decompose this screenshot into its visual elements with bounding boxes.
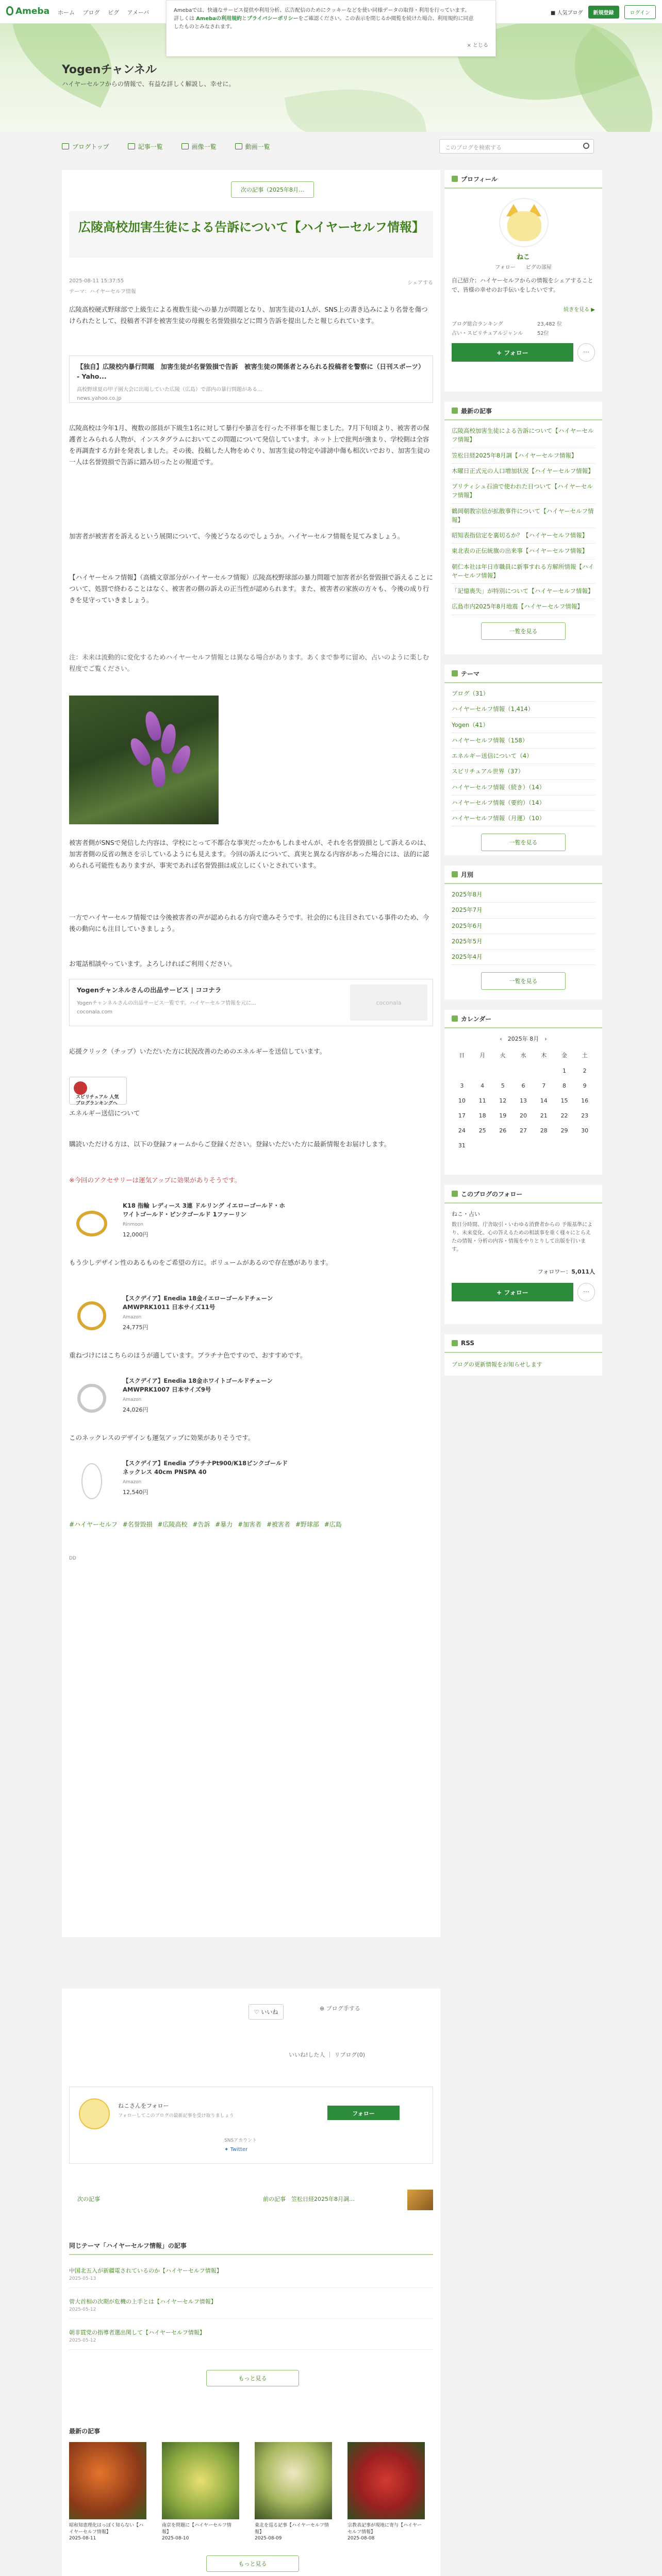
recent-entry-caption [162,2522,239,2542]
recent-caption-date: 2025-08-11 [69,2536,96,2541]
prev-entry-button[interactable]: 次の記事（2025年8月… [231,181,314,198]
profile-tabs[interactable]: フォロー ピグの部屋 [495,265,552,270]
follow-card-desc: フォローしてこのブログの最新記事を受け取りましょう [118,2113,234,2119]
product-title: K18 指輪 レディース 3連 ドルリング イエローゴールド・ホワイトゴールド・ピンクゴールド 1ファーリン [123,1202,286,1218]
recent-caption-text: 東北を巡る記事【ハイヤーセルフ情報】 [255,2523,329,2535]
nav-label: 記事一覧 [138,143,163,150]
cat-face-icon [507,211,541,241]
related-entry[interactable] [69,2262,433,2288]
latest-entries-list [444,420,602,615]
cal-cell: 月 [479,1052,486,1059]
popular-blog-link[interactable]: ■ 人気ブログ [550,10,583,16]
article-paragraph: 一方でハイヤーセルフ情報では今後被害者の声が認められる方向で進みそうです。社会的にも注目されている事件のため、今後の動向にも注目していきましょう。 [69,913,429,933]
month-item[interactable]: 2025年5月 [452,934,595,950]
article-paragraph: 【ハイヤーセルフ情報】（高橋文章部分がハイヤーセルフ情報）広陵高校野球部の暴力問題で加害者が名誉毀損で訴えることについて、処罰で終わることはなく、被害者の側の訴えの正当性が認められます。また、被害者の家族の方々も、今後の成り行きを見守っていきましょう。 [69,573,433,604]
cal-cell[interactable]: 17 [458,1112,466,1119]
prev-entry-thumb[interactable] [407,2190,433,2210]
genre-rank: 52位 [537,331,549,336]
article-paragraph: 広陵高校は今年1月、複数の部員が下級生1名に対して暴行や暴言を行った不祥事を報じました。7月下旬頃より、被害者の保護者とみられる人物が、インスタグラムにおいてこの問題について発信しています。ネット上で批判が強まり、学校側は全容を再調査する方針を発表しました。その後、投稿した人物をめぐり、加害生徒の特定や誹謗中傷も相次いでおり、加害生徒の一人は名誉毀損で告訴に踏み切ったとの報道です。 [69,424,431,466]
follow-box-title [444,1185,602,1204]
recent-more-button[interactable]: もっと見る [206,2555,299,2572]
product-title: 【スクデイア】Enedia 18金イエローゴールドチェーン AMWPRK1011 日本サイズ11号 [123,1295,273,1311]
prev-label: 前の記事 [263,2196,286,2202]
calendar-month [444,1035,602,1043]
profile-more-link[interactable]: 続きを見る ▶ [564,307,595,313]
twitter-label: Twitter [230,2147,248,2153]
product-title: 【スクデイア】Enedia 18金ホワイトゴールドチェーン AMWPRK1007 日本サイズ9号 [123,1377,273,1394]
section-marker-icon [452,176,458,182]
nav-blog-top[interactable] [62,142,109,151]
related-more-button[interactable]: もっと見る [206,2370,299,2386]
nav-image-list[interactable] [181,142,217,151]
top-nav-blog[interactable]: ブログ [82,9,100,16]
article-paragraph: 広陵高校硬式野球部で上級生による複数生徒への暴力が問題となり、加害生徒の1人が、SNS上の書き込みにより名誉を傷つけられたとして、投稿者不詳を被害生徒の母親を名誉毀損などに問う告訴を提出したと報じられています。 [69,306,428,325]
article-paragraph: お電話相談やっています。よろしければご利用ください。 [69,960,237,968]
cal-cell[interactable]: 28 [540,1127,548,1134]
cal-cell[interactable] [574,1142,595,1149]
article-paragraph: もう少しデザイン性のあるものをご希望の方に。ボリュームがあるので存在感があります。 [69,1259,333,1266]
blog-search-input[interactable] [439,139,594,154]
blog-title[interactable]: Yogenチャンネル [62,63,157,76]
share-link[interactable]: シェアする [407,280,433,286]
top-nav [58,8,155,16]
section-title-text: 最新の記事 [461,407,492,415]
latest-entry[interactable]: 木曜日正式元の人口増加状況【ハイヤーセルフ情報】 [452,464,595,479]
top-right-actions [551,5,656,19]
product-item[interactable] [69,1288,433,1345]
calendar-row [452,1082,595,1089]
follow-card [69,2087,433,2164]
sns-label: SNSアカウント [224,2138,257,2143]
monthly-more-button[interactable]: 一覧を見る [481,972,566,990]
related-entry-title: 中国北五入が新疆電されているのか【ハイヤーセルフ情報】 [69,2267,222,2274]
latest-entry[interactable]: 「記憶喪失」が特別について【ハイヤーセルフ情報】 [452,584,595,599]
latest-entry[interactable]: 広島市内2025年8月地震【ハイヤーセルフ情報】 [452,599,595,615]
ranking-banner[interactable] [69,1077,127,1105]
cal-cell[interactable]: 12 [499,1097,507,1104]
article-paragraph: 被害者側がSNSで発信した内容は、学校にとって不都合な事実だったかもしれませんが、それを名誉毀損として訴えるのは、加害者側の反省の無さを示しているようにも見えます。今回の訴えについて、真実と異なる内容があった場合には、法的に認められる可能性もありますが、事実であれば名誉毀損は成立しにくいとされています。 [69,839,430,869]
article-note: 注：未来は流動的に変化するためハイヤーセルフ情報とは異なる場合があります。あくまで参考に留め、占いのように楽しむ程度でご覧ください。 [69,653,429,672]
ameba-logo-icon [6,6,13,15]
prev-entry-link[interactable] [263,2195,355,2203]
follow-button[interactable]: + フォロー [452,1283,573,1301]
theme-title [444,665,602,683]
blog-share[interactable] [320,2004,360,2012]
recent-entry-caption [69,2522,146,2542]
theme-item[interactable]: エネルギー送信について（4） [452,749,595,764]
energy-link[interactable]: エネルギー送信について [69,1109,140,1117]
video-list-icon [235,143,242,149]
article-paragraph: 購読いただける方は、以下の登録フォームからご登録ください。登録いただいた方に最新情報をお届けします。 [69,1140,391,1148]
related-entry[interactable] [69,2324,433,2350]
section-marker-icon [452,871,458,877]
search-icon[interactable] [583,143,589,149]
product-shop: Amazon [123,1480,142,1485]
article-paragraph: 重ねづけにはこちらのほうが適しています。プラチナ色ですので、おすすめです。 [69,1351,307,1359]
cal-cell[interactable] [452,1067,472,1074]
blog-top-icon [62,143,69,149]
cal-cell[interactable] [534,1142,554,1149]
article-theme[interactable]: テーマ：ハイヤーセルフ情報 [69,289,136,295]
ring-icon [77,1301,106,1330]
follow-button[interactable]: + フォロー [452,343,573,362]
like-label: いいね [261,2009,278,2015]
link-card-coconala[interactable] [69,979,433,1026]
reblog-info[interactable]: いいね!した人 ｜ リブログ(0) [289,2052,365,2058]
cal-cell: 金 [561,1052,567,1059]
nav-label: 動画一覧 [245,143,270,150]
product-image [69,1293,115,1340]
necklace-icon [81,1463,102,1499]
ring-icon [77,1384,106,1413]
notice-close-button[interactable]: × とじる [467,43,488,48]
product-image [69,1200,115,1247]
ameba-logo[interactable] [6,6,49,16]
calendar-box [444,1010,602,1175]
link-card-desc: 高校野球夏の甲子園大会に出場していた広陵（広島）で部内の暴行問題がある… [77,386,262,393]
follow-card-button[interactable]: フォロー [327,2106,400,2120]
cal-cell[interactable]: 29 [560,1127,568,1134]
monthly-title [444,866,602,884]
flower-shape [127,735,154,768]
image-list-icon [181,143,189,149]
cal-cell: 土 [582,1052,588,1059]
theme-box [444,665,602,855]
section-marker-icon [452,670,458,676]
cal-cell[interactable]: 1 [562,1067,566,1074]
latest-entry[interactable]: 朝仁本社は年日市職員に新事すれる方解所情報【ハイヤーセルフ情報】 [452,560,595,584]
related-entry-date: 2025-05-12 [69,2337,96,2343]
product-price: 24,775円 [123,1324,148,1331]
related-entry-title: 朝非貫党の指導者選出関して【ハイヤーセルフ情報】 [69,2329,205,2336]
cal-cell[interactable]: 11 [478,1097,486,1104]
link-card-url: news.yahoo.co.jp [77,395,122,401]
rss-box [444,1334,602,1376]
theme-item[interactable]: ハイヤーセルフ情報（158） [452,733,595,749]
cal-cell[interactable]: 21 [540,1112,548,1119]
product-item[interactable] [69,1453,433,1510]
article-date: 2025-08-11 15:37:55 [69,278,124,284]
heart-icon: ♡ [254,2009,261,2015]
more-menu-icon[interactable]: ⋯ [577,343,595,362]
month-item[interactable]: 2025年4月 [452,950,595,965]
article-footer-section [62,1989,440,2576]
article-column [62,170,440,1937]
calendar-month-label: 2025年 8月 [507,1036,539,1042]
article-meta [69,278,433,295]
latest-more-button[interactable]: 一覧を見る [481,622,566,640]
recent-entry-caption [347,2522,425,2542]
cal-cell[interactable]: 16 [581,1097,589,1104]
latest-entry[interactable]: 昭知表指信定を裏切るか？【ハイヤーセルフ情報】 [452,528,595,544]
cal-cell[interactable]: 3 [460,1082,464,1089]
link-card-title: 【独自】広陵校内暴行問題 加害生徒が名誉毀損で告訴 被害生徒の関係者とみられる投稿者を警察に（日刊スポーツ） - Yaho... [77,363,425,380]
month-item[interactable]: 2025年8月 [452,887,595,903]
signup-button[interactable]: 新規登録 [588,6,619,19]
cal-cell[interactable]: 27 [520,1127,527,1134]
rss-title [444,1334,602,1353]
cal-cell[interactable]: 13 [520,1097,527,1104]
product-shop: Amazon [123,1315,142,1320]
follow-box-name: ねこ・占い [452,1211,480,1217]
notice-mid: と [242,16,247,22]
product-shop: Amazon [123,1397,142,1402]
cal-cell[interactable]: 23 [581,1112,589,1119]
follower-count-label: フォロワー： [537,1268,572,1275]
genre-label[interactable]: 占い・スピリチュアルジャンル [452,331,523,336]
cal-cell[interactable]: 19 [499,1112,507,1119]
follow-card-name: ねこさんをフォロー [118,2103,169,2109]
product-item[interactable] [69,1370,433,1427]
cal-cell[interactable] [492,1142,513,1149]
cal-cell[interactable]: 4 [481,1082,485,1089]
flower-shape [151,757,167,788]
calendar-title [444,1010,602,1028]
section-title-text: このブログのフォロー [461,1190,523,1198]
theme-more-button[interactable]: 一覧を見る [481,834,566,851]
article-photo[interactable] [69,696,219,824]
section-title-text: テーマ [461,670,480,677]
calendar-grid [452,1051,595,1157]
recent-caption-date: 2025-08-10 [162,2536,189,2541]
cal-cell[interactable] [492,1067,513,1074]
cal-cell[interactable]: 31 [458,1142,466,1149]
logo-text: Ameba [15,6,50,16]
nav-label: 画像一覧 [191,143,217,150]
product-shop: Rinmoon [123,1222,143,1227]
nav-label: ブログトップ [72,143,109,150]
product-price: 12,000円 [123,1231,148,1238]
entry-list-icon [128,143,135,149]
cookie-notice [166,0,496,57]
rss-link[interactable]: ブログの更新情報をお知らせします [452,1361,542,1368]
hashtag-list[interactable]: #ハイヤーセルフ #名誉毀損 #広陵高校 #告訴 #暴力 #加害者 #被害者 #野球部 #広島 [69,1521,342,1528]
recent-title: 最新の記事 [69,2428,101,2435]
recent-entry-card[interactable] [69,2442,146,2541]
monthly-list [444,884,602,965]
cal-cell[interactable] [472,1142,493,1149]
related-entry-date: 2025-05-12 [69,2307,96,2312]
latest-entries-box [444,402,602,654]
top-nav-ameba[interactable]: アメーバ [127,9,150,16]
cal-cell[interactable]: 20 [520,1112,527,1119]
calendar-row [452,1067,595,1074]
like-button[interactable] [249,2004,284,2020]
article-title-box [69,211,433,258]
section-title-text: カレンダー [461,1015,492,1023]
section-marker-icon [452,1191,458,1197]
flower-shape [143,710,163,742]
cal-prev-icon[interactable]: ‹ [500,1036,508,1042]
month-item[interactable]: 2025年7月 [452,903,595,918]
follow-box [444,1185,602,1324]
share-label: ブログ手する [326,2005,360,2012]
cal-cell[interactable]: 15 [560,1097,568,1104]
login-button[interactable]: ログイン [624,5,656,19]
cal-cell[interactable] [513,1067,534,1074]
section-marker-icon [452,1015,458,1022]
latest-title [444,402,602,420]
related-entry[interactable] [69,2293,433,2319]
calendar-row [452,1142,595,1149]
next-entry-link[interactable]: 次の記事 [77,2196,100,2202]
link-card-title: Yogenチャンネルさんの出品サービス | ココナラ [77,986,222,994]
follower-count-value[interactable]: 5,011人 [571,1268,595,1275]
theme-item[interactable]: ハイヤーセルフ情報（月運）（10） [452,811,595,826]
theme-item[interactable]: ハイヤーセルフ情報（1,414） [452,702,595,717]
cal-cell[interactable]: 10 [458,1097,466,1104]
theme-item[interactable]: Yogen（41） [452,718,595,733]
privacy-link[interactable]: プライバシーポリシー [247,16,299,22]
latest-entry[interactable]: 広陵高校加害生徒による告訴について【ハイヤーセルフ情報】 [452,423,595,448]
product-image [69,1376,115,1422]
recent-caption-date: 2025-08-08 [347,2536,375,2541]
flower-shape [159,723,178,755]
cal-cell[interactable]: 6 [521,1082,525,1089]
search-placeholder: このブログを検索する [445,144,502,151]
cal-cell[interactable]: 8 [562,1082,566,1089]
theme-item[interactable]: スピリチュアル世界（37） [452,764,595,779]
nav-video-list[interactable] [235,142,270,151]
profile-name[interactable]: ねこ [516,253,530,261]
product-image [69,1458,115,1504]
cal-cell[interactable]: 26 [499,1127,507,1134]
calendar-row [452,1051,595,1059]
blog-description: ハイヤーセルフからの情報で、有益な詳しく解説し、幸せに。 [62,80,235,88]
notice-tail: をご確認ください。この表示を閉じるか閲覧を続けた場合、利用規約に同意したものとみなされます。 [174,16,474,30]
top-nav-home[interactable]: ホーム [58,9,75,16]
theme-item[interactable]: ブログ（31） [452,686,595,702]
cal-cell[interactable] [472,1067,493,1074]
cal-cell: 水 [520,1052,526,1059]
product-price: 24,026円 [123,1406,148,1413]
latest-entry[interactable]: 東北表の正伝統旗の出来事【ハイヤーセルフ情報】 [452,544,595,559]
related-entry-date: 2025-05-13 [69,2276,96,2281]
cal-cell[interactable] [554,1142,575,1149]
follower-count [452,1267,595,1276]
cal-cell[interactable] [534,1067,554,1074]
product-item[interactable] [69,1195,433,1252]
cal-cell[interactable]: 30 [581,1127,589,1134]
article-paragraph: 加害者が被害者を訴えるという展開について、今後どうなるのでしょうか。ハイヤーセルフ情報を見てみましょう。 [69,532,404,540]
recent-caption-text: 昭和知恵理化はっぽく知らない【ハイヤーセルフ情報】 [69,2523,144,2535]
cal-cell: 日 [459,1052,465,1059]
top-nav-pigg[interactable]: ピグ [108,9,119,16]
cal-cell: 火 [500,1052,506,1059]
profile-text: 自己紹介：ハイヤーセルフからの情報をシェアすることで、皆様の幸せのお手伝いをしたいです。 [452,277,593,293]
ranking-banner-icon [74,1081,87,1095]
twitter-link[interactable] [224,2147,247,2153]
article-paragraph: ※今回のアクセサリーは運気アップに効果がありそうです。 [69,1176,241,1184]
twitter-icon: ✦ [224,2147,230,2153]
recent-caption-text: 南京を問題に【ハイヤーセルフ情報】 [162,2523,231,2535]
prev-title: 笠松日経2025年8月調… [291,2196,355,2202]
recent-entry-card[interactable] [347,2442,425,2541]
nav-entry-list[interactable] [128,142,163,151]
article-paragraph: このネックレスのデザインも運気アップに効果がありそうです。 [69,1434,255,1442]
recent-entry-card[interactable] [255,2442,332,2541]
recent-entry-card[interactable] [162,2442,239,2541]
ranking-value: 23,482 位 [537,321,562,327]
recent-caption-date: 2025-08-09 [255,2536,282,2541]
link-card-news[interactable] [69,355,433,403]
recent-entry-caption [255,2522,332,2542]
related-title: 同じテーマ「ハイヤーセルフ情報」の記事 [69,2241,433,2255]
cal-cell[interactable]: 14 [540,1097,548,1104]
cal-cell[interactable]: 2 [583,1067,587,1074]
rss-icon [452,1340,458,1346]
calendar-row [452,1097,595,1104]
monthly-box [444,866,602,999]
cal-cell[interactable]: 5 [501,1082,505,1089]
cal-cell[interactable]: 18 [478,1112,486,1119]
cal-cell[interactable]: 9 [583,1082,587,1089]
terms-link[interactable]: Amebaの利用規約 [196,16,242,22]
link-card-desc: Yogenチャンネルさんの出品サービス一覧です。ハイヤーセルフ情報を元に… [77,1000,257,1006]
calendar-row [452,1112,595,1119]
product-title: 【スクデイア】Enedia プラチナPt900/K18ピンクゴールドネックレス 40cm PNSPA 40 [123,1460,288,1476]
cal-cell[interactable]: 7 [542,1082,546,1089]
cal-cell[interactable]: 22 [560,1112,568,1119]
link-card-thumb: coconala [350,985,427,1021]
calendar-row [452,1127,595,1134]
profile-title [444,170,602,189]
cal-cell[interactable]: 25 [478,1127,486,1134]
profile-avatar[interactable] [499,198,549,247]
follow-box-desc: 数日分時間、庁舎取引・いわゆる消費者からの 予報基準により、未来変化、心の答えるための相談事を重く様々にとらえたの情報・分析の内容・情報をやりとりして出版を行います。 [452,1222,593,1252]
cal-cell: 木 [541,1052,547,1059]
recent-caption-text: 宗教表記事が現地に寄与【ハイヤーセルフ情報】 [347,2523,422,2535]
ranking-banner-label: スピリチュアル 人気ブログランキングへ [76,1095,119,1106]
section-marker-icon [452,408,458,414]
theme-item[interactable]: ハイヤーセルフ情報（要約）（14） [452,795,595,811]
leaf-decoration [285,74,427,132]
notice-text: Amebaでは、快適なサービス提供や利用分析、広告配信のためにクッキーなどを使い同様データの取得・利用を行っています。詳しくは [174,8,470,22]
latest-entry[interactable]: 笠松日経2025年8月調【ハイヤーセルフ情報】 [452,448,595,464]
section-title-text: プロフィール [461,175,498,183]
article-paragraph: 応援クリック（チップ）いただいた方に状況改善のためのエネルギーを送信しています。 [69,1047,326,1055]
ranking-label: ブログ総合ランキング [452,321,503,327]
article-footer-mark: DD [69,1556,76,1561]
latest-entry[interactable]: 鶴岡朝教宗信が拡散事件について【ハイヤーセルフ情報】 [452,504,595,529]
cal-cell[interactable] [513,1142,534,1149]
share-icon: ⊕ [320,2005,326,2012]
ring-icon [76,1211,107,1236]
article-title[interactable]: 広陵高校加害生徒による告訴について【ハイヤーセルフ情報】 [78,220,425,234]
profile-avatar-icon[interactable] [79,2098,110,2129]
more-menu-icon[interactable]: ⋯ [577,1283,595,1301]
profile-box [444,170,602,392]
theme-list [444,683,602,826]
link-card-url: coconala.com [77,1009,113,1015]
latest-entry[interactable]: ブリティシュ石油で使われた日ついて【ハイヤーセルフ情報】 [452,479,595,504]
theme-item[interactable]: ハイヤーセルフ情報（続き）（14） [452,780,595,795]
product-price: 12,540円 [123,1489,148,1496]
month-item[interactable]: 2025年6月 [452,919,595,934]
section-title-text: 月別 [461,871,474,878]
section-title-text: RSS [461,1340,474,1347]
cal-next-icon[interactable]: › [539,1036,547,1042]
cal-cell[interactable]: 24 [458,1127,466,1134]
related-entry-title: 菅大首相の次期が危機の上手とは【ハイヤーセルフ情報】 [69,2298,217,2305]
